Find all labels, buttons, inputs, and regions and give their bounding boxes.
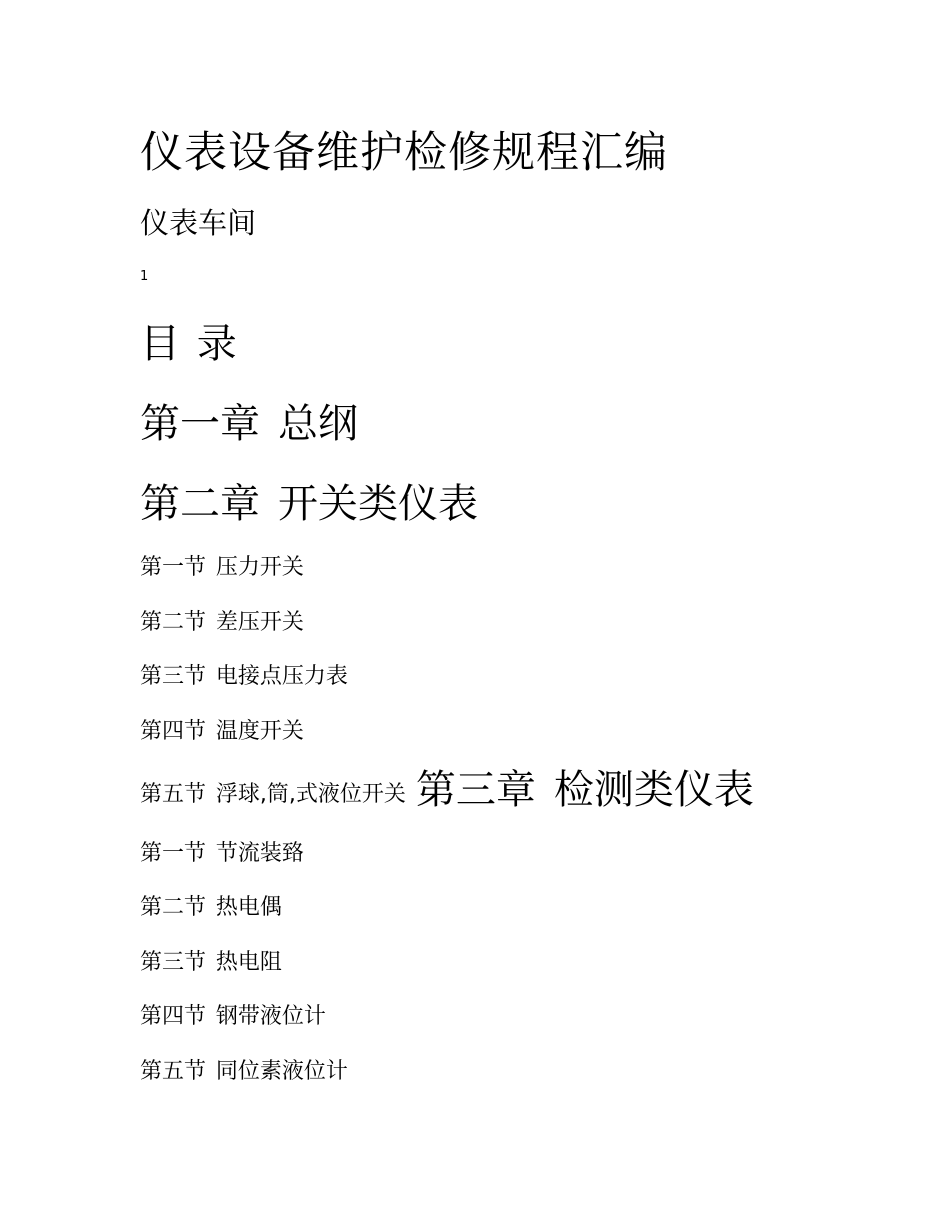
toc-section-3-4 (140, 1006, 326, 1028)
document-title: 仪表设备维护检修规程汇编 (140, 128, 668, 178)
section-title: 热电偶 (215, 895, 282, 920)
section-title: 电接点压力表 (215, 664, 348, 689)
chapter-number: 第二章 (140, 481, 260, 527)
section-number: 第二节 (140, 610, 207, 635)
toc-heading: 目 录 (140, 321, 239, 367)
chapter-number: 第三章 (415, 767, 536, 813)
toc-section-2-1 (140, 557, 304, 579)
toc-chapter-3 (415, 767, 754, 813)
toc-section-2-2 (140, 612, 304, 634)
toc-section-2-3 (140, 666, 348, 688)
toc-section-2-5-and-chapter-3 (140, 767, 754, 813)
section-title: 同位素液位计 (215, 1059, 348, 1084)
section-number: 第五节 (140, 1059, 207, 1084)
section-title: 节流装臵 (215, 841, 304, 866)
section-title: 压力开关 (215, 555, 304, 580)
section-title: 差压开关 (215, 610, 304, 635)
chapter-title: 检测类仪表 (553, 767, 754, 813)
section-number: 第三节 (140, 664, 207, 689)
section-number: 第一节 (140, 555, 207, 580)
chapter-title: 开关类仪表 (278, 481, 478, 527)
toc-section-2-4 (140, 721, 304, 743)
toc-chapter-1 (140, 401, 358, 447)
toc-section-3-5 (140, 1061, 348, 1083)
chapter-number: 第一章 (140, 401, 260, 447)
toc-chapter-2 (140, 481, 478, 527)
section-title: 温度开关 (215, 719, 304, 744)
section-title: 热电阻 (215, 950, 282, 975)
section-title: 浮球,筒,式液位开关 (215, 782, 406, 807)
section-number: 第四节 (140, 1004, 207, 1029)
section-number: 第三节 (140, 950, 207, 975)
toc-section-3-1 (140, 843, 304, 865)
toc-section-2-5 (140, 784, 406, 806)
section-number: 第一节 (140, 841, 207, 866)
chapter-title: 总纲 (278, 401, 358, 447)
section-number: 第四节 (140, 719, 207, 744)
page-number: 1 (140, 269, 149, 284)
section-number: 第五节 (140, 782, 207, 807)
toc-section-3-3 (140, 952, 282, 974)
department-name: 仪表车间 (140, 206, 257, 240)
section-title: 钢带液位计 (215, 1004, 326, 1029)
section-number: 第二节 (140, 895, 207, 920)
toc-section-3-2 (140, 897, 282, 919)
